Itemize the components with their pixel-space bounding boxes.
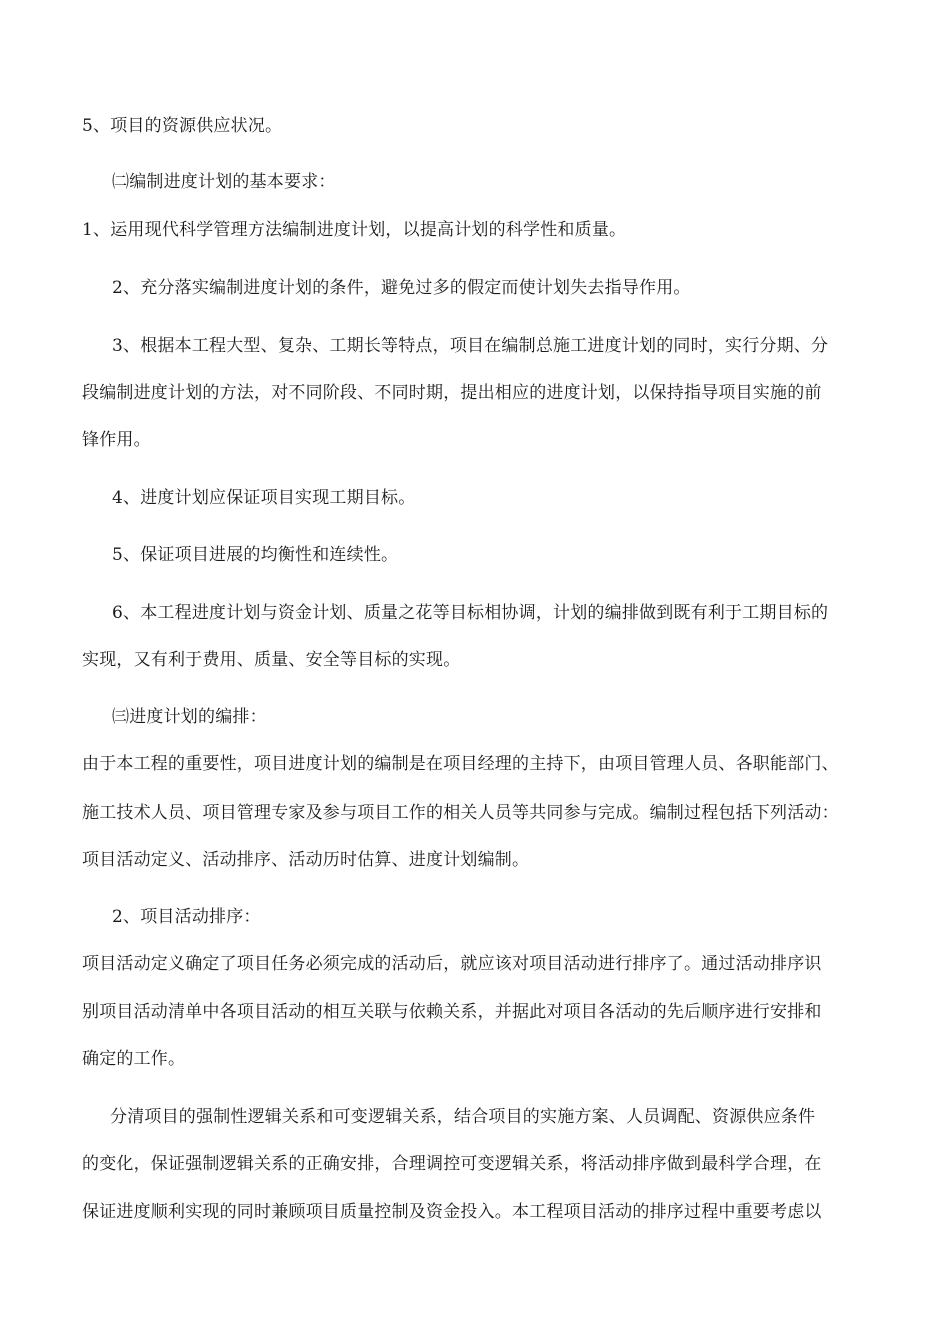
list-item-requirement-1: 1、运用现代科学管理方法编制进度计划，以提高计划的科学性和质量。	[82, 220, 627, 240]
section-heading-schedule-arrangement: ㈢进度计划的编排：	[112, 707, 267, 727]
paragraph-arrangement-line-2: 施工技术人员、项目管理专家及参与项目工作的相关人员等共同参与完成。编制过程包括下列活动：	[82, 803, 839, 823]
list-item-requirement-6-line-1: 6、本工程进度计划与资金计划、质量之花等目标相协调，计划的编排做到既有利于工期目标的	[112, 603, 829, 623]
paragraph-logic-line-1: 分清项目的强制性逻辑关系和可变逻辑关系，结合项目的实施方案、人员调配、资源供应条件	[110, 1107, 816, 1127]
list-item-requirement-6-line-2: 实现，又有利于费用、质量、安全等目标的实现。	[82, 650, 461, 670]
section-heading-activity-sequencing: 2、项目活动排序：	[112, 907, 261, 927]
paragraph-logic-line-3: 保证进度顺利实现的同时兼顾项目质量控制及资金投入。本工程项目活动的排序过程中重要考虑以	[82, 1202, 822, 1222]
paragraph-logic-line-2: 的变化，保证强制逻辑关系的正确安排，合理调控可变逻辑关系，将活动排序做到最科学合理，在	[82, 1154, 822, 1174]
paragraph-sequencing-line-1: 项目活动定义确定了项目任务必须完成的活动后，就应该对项目活动进行排序了。通过活动排序识	[82, 954, 822, 974]
list-item-requirement-5: 5、保证项目进展的均衡性和连续性。	[112, 545, 399, 565]
paragraph-sequencing-line-3: 确定的工作。	[82, 1049, 186, 1069]
list-item-requirement-3-line-3: 锋作用。	[82, 430, 151, 450]
paragraph-sequencing-line-2: 别项目活动清单中各项目活动的相互关联与依赖关系，并据此对项目各活动的先后顺序进行安排和	[82, 1002, 822, 1022]
list-item-resource-supply: 5、项目的资源供应状况。	[82, 116, 283, 136]
list-item-requirement-2: 2、充分落实编制进度计划的条件，避免过多的假定而使计划失去指导作用。	[112, 278, 691, 298]
list-item-requirement-4: 4、进度计划应保证项目实现工期目标。	[112, 488, 416, 508]
paragraph-arrangement-line-3: 项目活动定义、活动排序、活动历时估算、进度计划编制。	[82, 850, 530, 870]
list-item-requirement-3-line-2: 段编制进度计划的方法，对不同阶段、不同时期，提出相应的进度计划，以保持指导项目实施的前	[82, 383, 822, 403]
paragraph-arrangement-line-1: 由于本工程的重要性，项目进度计划的编制是在项目经理的主持下，由项目管理人员、各职能部门、	[82, 754, 839, 774]
list-item-requirement-3-line-1: 3、根据本工程大型、复杂、工期长等特点，项目在编制总施工进度计划的同时，实行分期、分	[112, 336, 829, 356]
section-heading-basic-requirements: ㈡编制进度计划的基本要求：	[112, 172, 336, 192]
